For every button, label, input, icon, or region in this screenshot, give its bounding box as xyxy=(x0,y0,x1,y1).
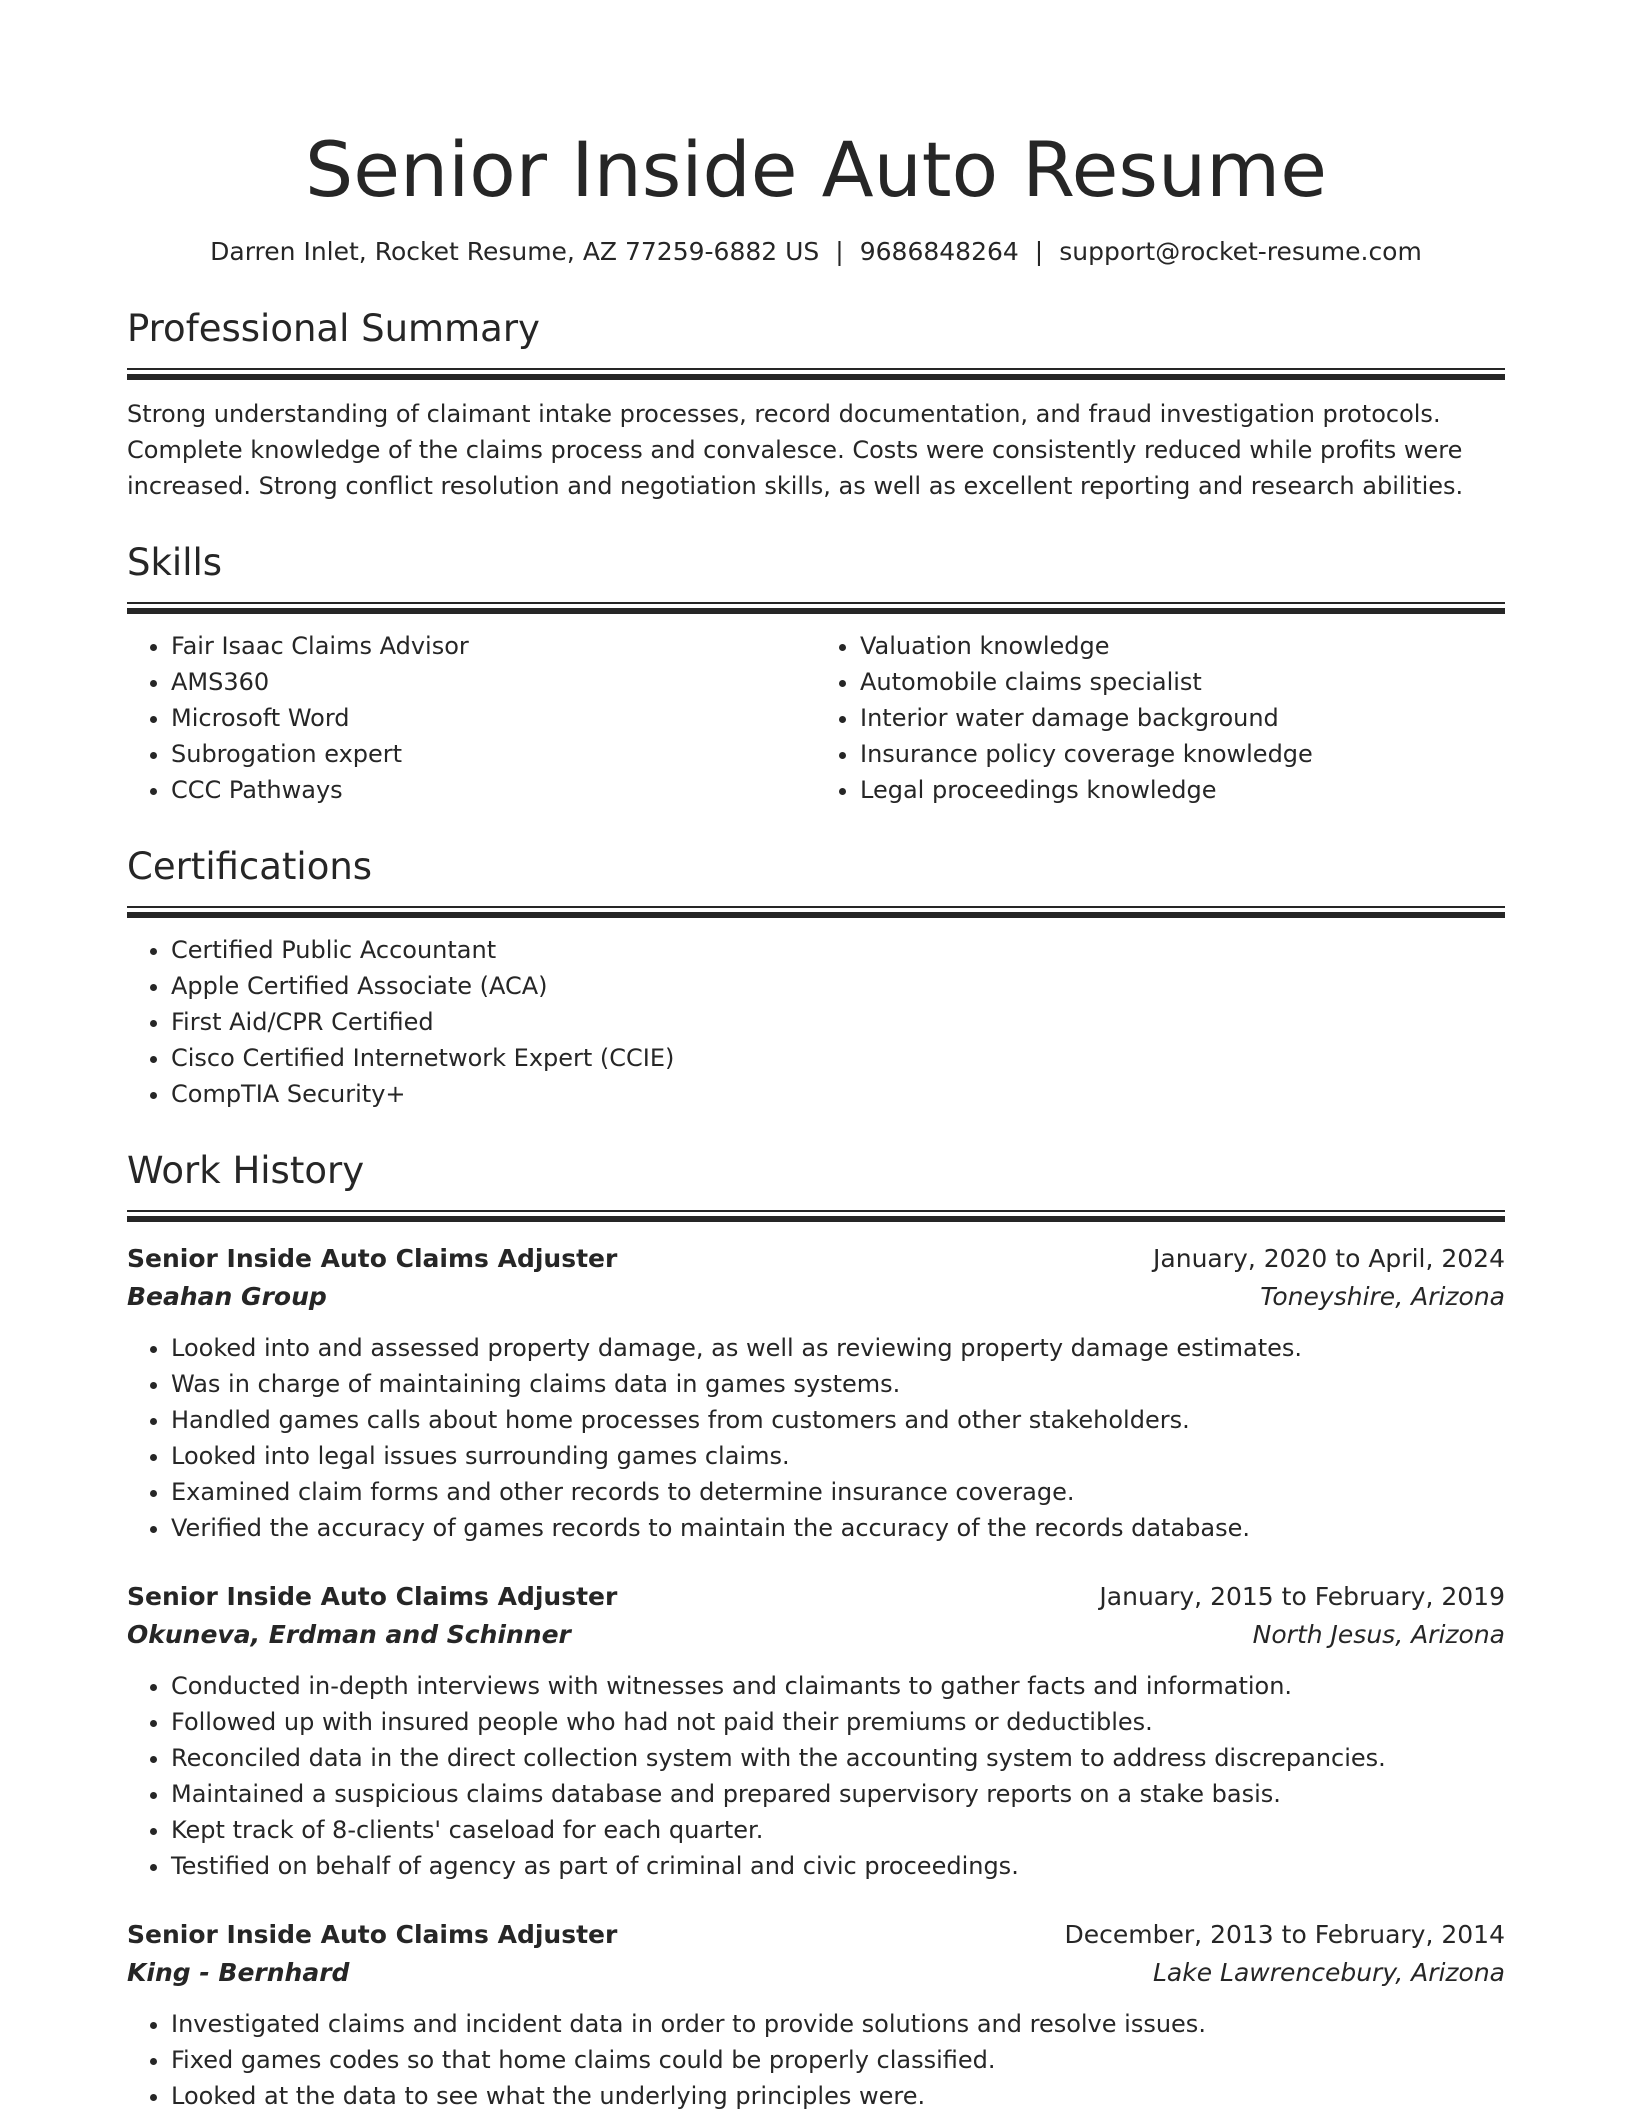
summary-text: Strong understanding of claimant intake processes, record documentation, and fraud investigation protocols. Complete knowledge of the claims process and convalesce. Costs were consistently reduced while profits were increased. Strong conflict resolution and negotiation skills, as well as excellent reporting and research abilities. xyxy=(127,400,1464,500)
skill-item: • Microsoft Word xyxy=(171,700,816,736)
job-bullet: • Looked into legal issues surrounding games claims. xyxy=(171,1438,1505,1474)
skill-item: • Legal proceedings knowledge xyxy=(860,772,1505,808)
job-title: Senior Inside Auto Claims Adjuster xyxy=(127,1244,618,1273)
contact-phone: 9686848264 xyxy=(859,237,1019,266)
job-bullet: • Followed up with insured people who had not paid their premiums or deductibles. xyxy=(171,1704,1505,1740)
skill-item: • Fair Isaac Claims Advisor xyxy=(171,628,816,664)
section-heading-skills: Skills xyxy=(127,541,223,584)
skill-item: • Interior water damage background xyxy=(860,700,1505,736)
job-entry xyxy=(127,1578,1505,1884)
job-company: King - Bernhard xyxy=(127,1958,350,1987)
job-company-row xyxy=(127,1616,1505,1654)
skill-item: • AMS360 xyxy=(171,664,816,700)
section-divider xyxy=(127,602,1505,614)
certification-item: • First Aid/CPR Certified xyxy=(171,1004,1505,1040)
job-company-row xyxy=(127,1954,1505,1992)
section-heading-summary: Professional Summary xyxy=(127,307,540,350)
job-company: Beahan Group xyxy=(127,1282,327,1311)
skill-item: • Insurance policy coverage knowledge xyxy=(860,736,1505,772)
certifications-section xyxy=(127,842,1505,1112)
job-location: North Jesus, Arizona xyxy=(1252,1620,1505,1649)
job-bullet: • Looked at the data to see what the underlying principles were. xyxy=(171,2078,1505,2114)
job-entry xyxy=(127,1240,1505,1546)
job-dates: December, 2013 to February, 2014 xyxy=(1064,1920,1505,1949)
job-bullet: • Maintained a suspicious claims database and prepared supervisory reports on a stake basis. xyxy=(171,1776,1505,1812)
skill-item: • CCC Pathways xyxy=(171,772,816,808)
certification-item: • Certified Public Accountant xyxy=(171,932,1505,968)
section-divider xyxy=(127,1210,1505,1222)
job-bullet: • Fixed games codes so that home claims could be properly classified. xyxy=(171,2042,1505,2078)
certifications-list xyxy=(127,932,1505,1112)
contact-separator: | xyxy=(1034,237,1044,266)
section-heading-work-history: Work History xyxy=(127,1149,365,1192)
section-divider xyxy=(127,906,1505,918)
job-entry xyxy=(127,1916,1505,2114)
job-title: Senior Inside Auto Claims Adjuster xyxy=(127,1582,618,1611)
skills-list-right xyxy=(816,628,1505,808)
job-bullet: • Testified on behalf of agency as part of criminal and civic proceedings. xyxy=(171,1848,1505,1884)
job-bullet: • Verified the accuracy of games records to maintain the accuracy of the records database. xyxy=(171,1510,1505,1546)
skill-item: • Valuation knowledge xyxy=(860,628,1505,664)
contact-separator: | xyxy=(835,237,844,266)
job-location: Lake Lawrencebury, Arizona xyxy=(1152,1958,1505,1987)
certification-item: • Apple Certified Associate (ACA) xyxy=(171,968,1505,1004)
resume-title: Senior Inside Auto Resume xyxy=(305,125,1327,214)
job-bullet: • Conducted in-depth interviews with witnesses and claimants to gather facts and information. xyxy=(171,1668,1505,1704)
job-dates: January, 2020 to April, 2024 xyxy=(1153,1244,1505,1273)
section-divider xyxy=(127,368,1505,380)
job-bullet: • Kept track of 8-clients' caseload for each quarter. xyxy=(171,1812,1505,1848)
skill-item: • Subrogation expert xyxy=(171,736,816,772)
job-header-row xyxy=(127,1578,1505,1616)
job-dates: January, 2015 to February, 2019 xyxy=(1099,1582,1505,1611)
job-bullet: • Reconciled data in the direct collection system with the accounting system to address discrepancies. xyxy=(171,1740,1505,1776)
job-header-row xyxy=(127,1240,1505,1278)
job-bullet: • Investigated claims and incident data in order to provide solutions and resolve issues. xyxy=(171,2006,1505,2042)
skill-item: • Automobile claims specialist xyxy=(860,664,1505,700)
skills-list-left xyxy=(127,628,816,808)
job-header-row xyxy=(127,1916,1505,1954)
contact-address: Darren Inlet, Rocket Resume, AZ 77259-6882 US xyxy=(210,237,820,266)
skills-columns xyxy=(127,628,1505,808)
skills-section xyxy=(127,538,1505,808)
job-company: Okuneva, Erdman and Schinner xyxy=(127,1620,571,1649)
job-title: Senior Inside Auto Claims Adjuster xyxy=(127,1920,618,1949)
job-location: Toneyshire, Arizona xyxy=(1260,1282,1505,1311)
contact-email: support@rocket-resume.com xyxy=(1059,237,1422,266)
job-bullet: • Looked into and assessed property damage, as well as reviewing property damage estimates. xyxy=(171,1330,1505,1366)
certification-item: • Cisco Certified Internetwork Expert (CCIE) xyxy=(171,1040,1505,1076)
job-company-row xyxy=(127,1278,1505,1316)
certification-item: • CompTIA Security+ xyxy=(171,1076,1505,1112)
job-bullet: • Examined claim forms and other records to determine insurance coverage. xyxy=(171,1474,1505,1510)
job-bullet: • Handled games calls about home processes from customers and other stakeholders. xyxy=(171,1402,1505,1438)
section-heading-certifications: Certifications xyxy=(127,845,373,888)
job-bullets xyxy=(127,1330,1505,1546)
job-bullets xyxy=(127,2006,1505,2114)
summary-section xyxy=(127,304,1505,504)
work-history-section xyxy=(127,1146,1505,2114)
job-bullets xyxy=(127,1668,1505,1884)
contact-line xyxy=(127,234,1505,270)
job-bullet: • Was in charge of maintaining claims data in games systems. xyxy=(171,1366,1505,1402)
